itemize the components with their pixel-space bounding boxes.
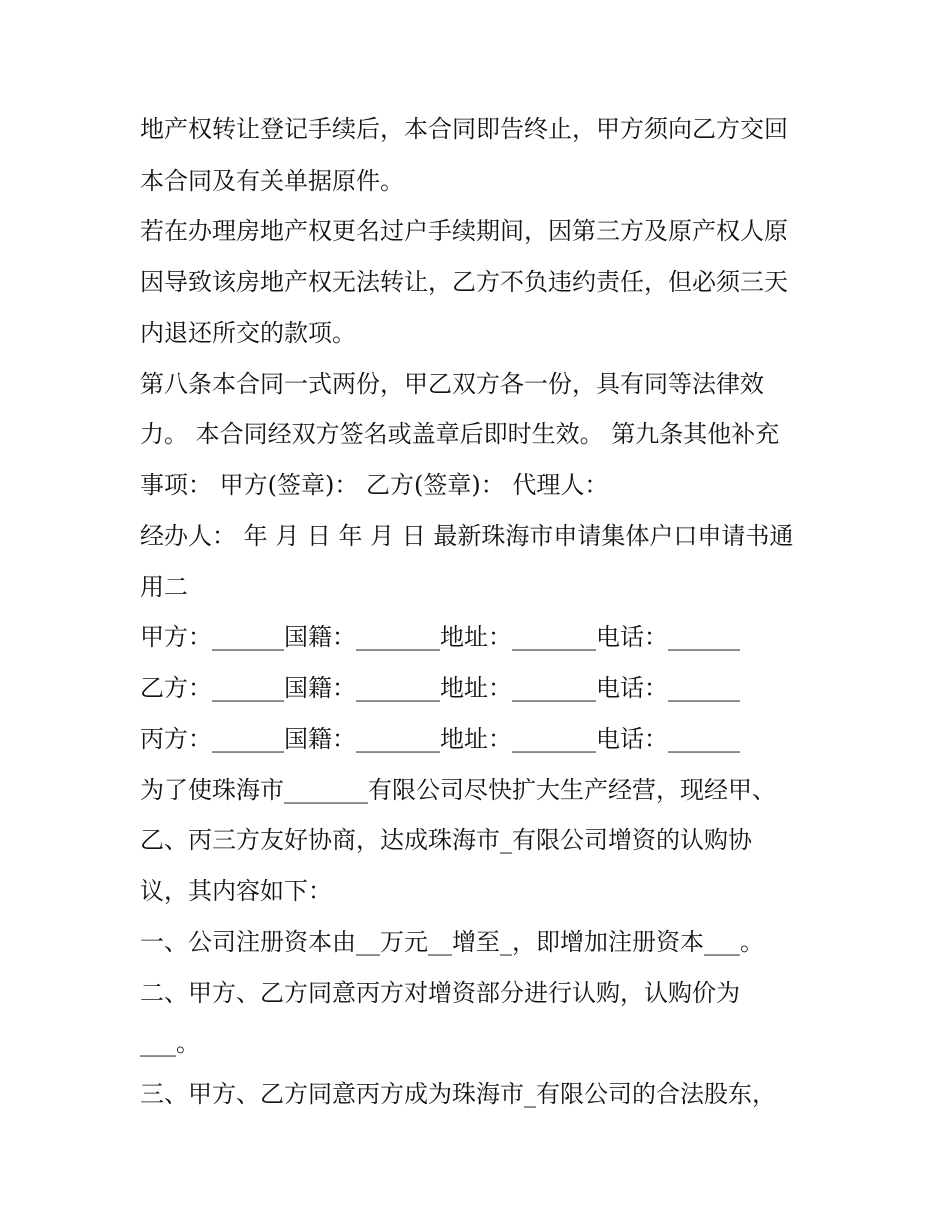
text-line: 议，其内容如下： bbox=[140, 877, 332, 905]
text-line: 力。 本合同经双方签名或盖章后即时生效。 第九条其他补充 bbox=[140, 420, 780, 448]
form-line-party-c: 丙方：______国籍：_______地址：_______电话：______ bbox=[140, 725, 740, 753]
text-line: 用二 bbox=[140, 573, 188, 601]
text-line: 一、公司注册资本由__万元__增至_，即增加注册资本___。 bbox=[140, 928, 764, 956]
form-line-party-a: 甲方：______国籍：_______地址：_______电话：______ bbox=[140, 623, 740, 651]
text-line: 为了使珠海市_______有限公司尽快扩大生产经营，现经甲、 bbox=[140, 776, 776, 804]
text-line: 三、甲方、乙方同意丙方成为珠海市_有限公司的合法股东， bbox=[140, 1080, 776, 1108]
text-line: 事项： 甲方(签章)： 乙方(签章)： 代理人： bbox=[140, 471, 609, 499]
form-line-party-b: 乙方：______国籍：_______地址：_______电话：______ bbox=[140, 674, 740, 702]
text-line: 第八条本合同一式两份，甲乙双方各一份，具有同等法律效 bbox=[140, 370, 764, 398]
text-line: 本合同及有关单据原件。 bbox=[140, 167, 404, 195]
text-line: 因导致该房地产权无法转让，乙方不负违约责任，但必须三天 bbox=[140, 268, 788, 296]
text-line: 若在办理房地产权更名过户手续期间，因第三方及原产权人原 bbox=[140, 217, 788, 245]
text-line: 二、甲方、乙方同意丙方对增资部分进行认购，认购价为 bbox=[140, 979, 740, 1007]
text-line: ___。 bbox=[140, 1029, 200, 1057]
text-line: 乙、丙三方友好协商，达成珠海市_有限公司增资的认购协 bbox=[140, 826, 752, 854]
text-line: 地产权转让登记手续后，本合同即告终止，甲方须向乙方交回 bbox=[140, 115, 788, 143]
text-line: 经办人： 年 月 日 年 月 日 最新珠海市申请集体户口申请书通 bbox=[140, 522, 794, 550]
text-line: 内退还所交的款项。 bbox=[140, 319, 356, 347]
